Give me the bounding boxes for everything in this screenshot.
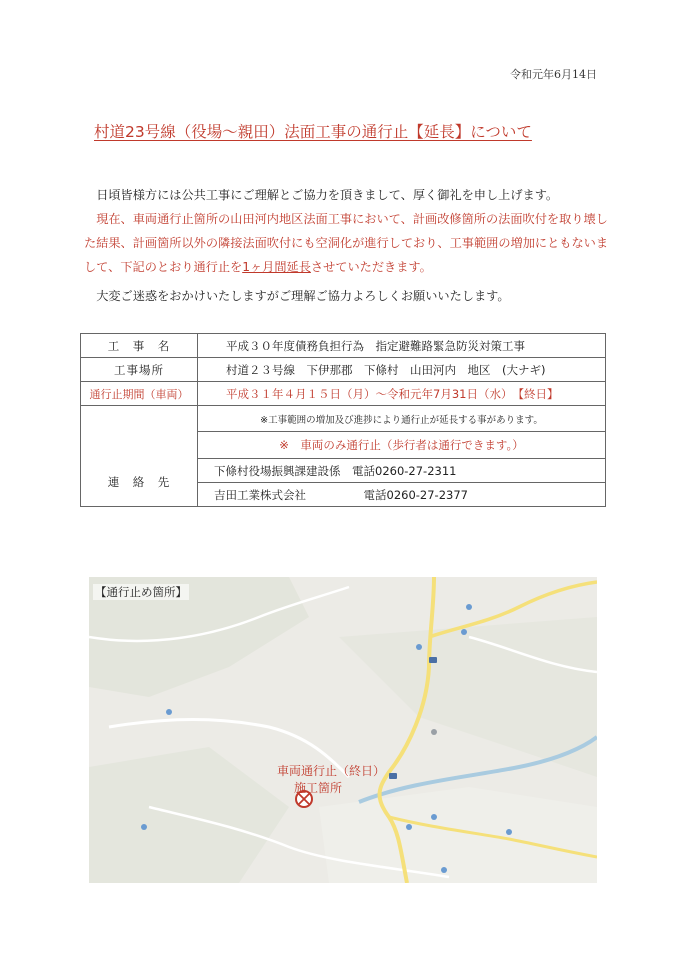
contact-company: 吉田工業株式会社 電話0260-27-2377	[198, 483, 606, 507]
table-row	[81, 334, 606, 358]
contact-village-office: 下條村役場振興課建設係 電話0260-27-2311	[198, 459, 606, 483]
table-row	[81, 358, 606, 382]
table-row	[81, 406, 606, 432]
closure-period-value: 平成３１年４月１５日（月）～令和元年7月31日（水） 【終日】	[198, 382, 606, 406]
intro-paragraph-2: 現在、車両通行止箇所の山田河内地区法面工事において、計画改修箇所の法面吹付を取り壊した結果、計画箇所以外の隣接法面吹付にも空洞化が進行しており、工事範囲の増加にともないまして、下記のとおり通行止を1ヶ月間延長させていただきます。	[84, 212, 609, 274]
work-name-value: 平成３０年度債務負担行為 指定避難路緊急防災対策工事	[198, 334, 606, 358]
work-site-label: 工事場所	[81, 358, 198, 382]
extension-period: 1ヶ月間延長	[242, 260, 311, 274]
map-graphic	[89, 577, 597, 883]
map-closure-label: 車両通行止（終日）	[277, 764, 386, 778]
intro-paragraph-3: 大変ご迷惑をおかけいたしますがご理解ご協力よろしくお願いいたします。	[96, 289, 510, 303]
work-name-label: 工 事 名	[81, 334, 198, 358]
map-label: 【通行止め箇所】	[95, 585, 187, 599]
vehicle-only-note: ※ 車両のみ通行止（歩行者は通行できます。）	[198, 432, 606, 459]
table-row	[81, 459, 606, 483]
contact-label: 連 絡 先	[81, 459, 198, 507]
closure-period-label: 通行止期間（車両）	[81, 382, 198, 406]
map-site-label: 施工箇所	[294, 781, 343, 795]
map	[89, 577, 597, 883]
info-table	[80, 333, 606, 507]
page-title: 村道23号線（役場～親田）法面工事の通行止【延長】について	[94, 123, 532, 141]
date: 令和元年6月14日	[510, 68, 597, 81]
work-site-value: 村道２３号線 下伊那郡 下條村 山田河内 地区 (大ナギ)	[198, 358, 606, 382]
extension-note: ※工事範囲の増加及び進捗により通行止が延長する事があります。	[198, 406, 606, 432]
intro-paragraph-1: 日頃皆様方には公共工事にご理解とご協力を頂きまして、厚く御礼を申し上げます。	[96, 188, 559, 202]
table-row	[81, 382, 606, 406]
